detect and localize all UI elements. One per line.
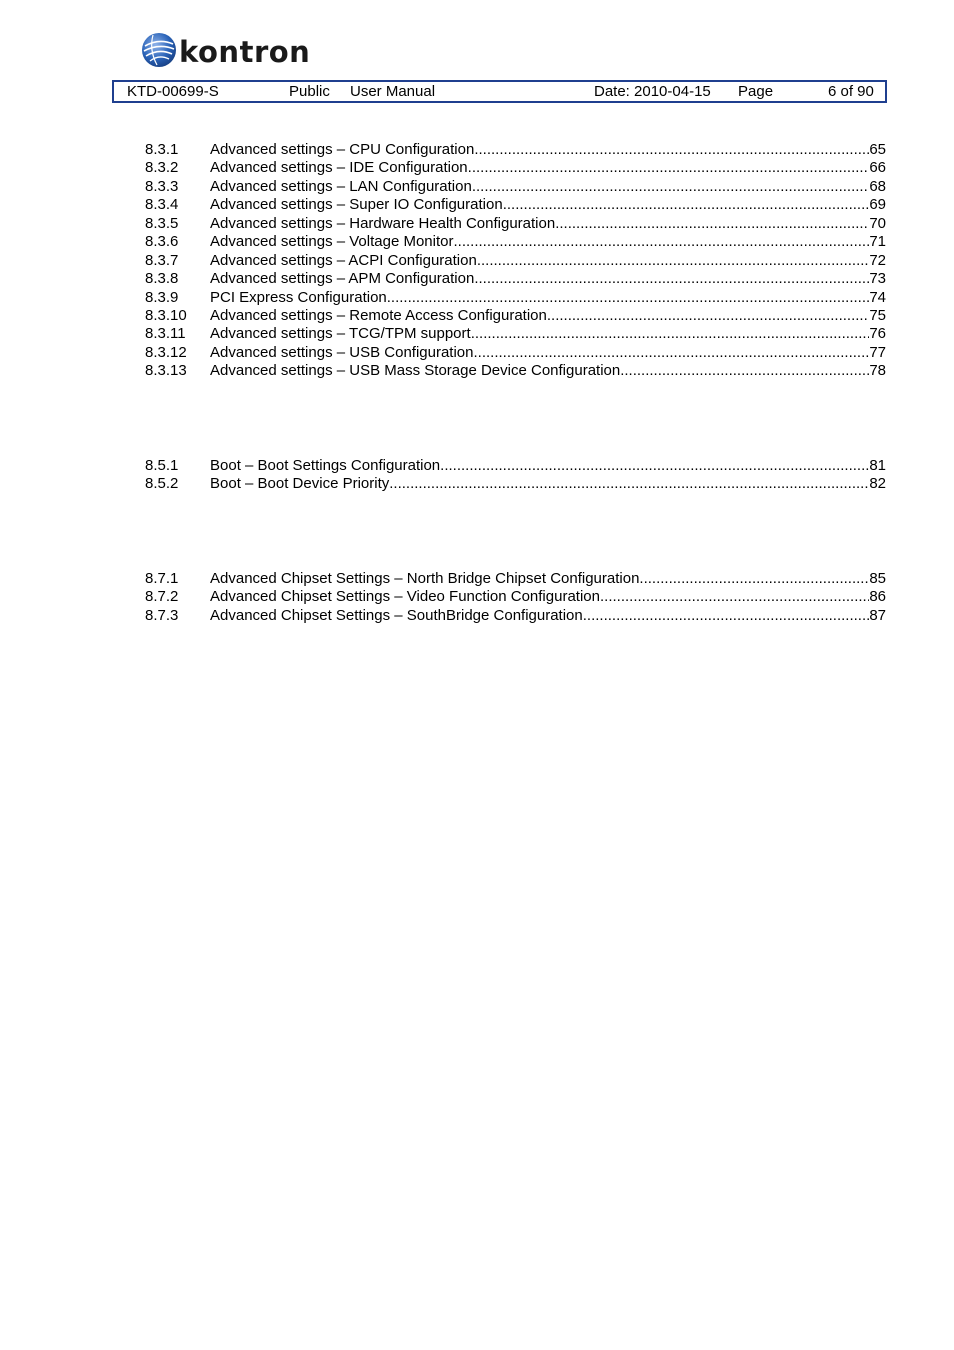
- toc-entry-page: 65: [869, 141, 886, 158]
- toc-dot-leader: [387, 289, 870, 307]
- toc-entry-line: [210, 307, 886, 325]
- toc-entry-line: [210, 344, 886, 362]
- toc-entry-line: [210, 289, 886, 307]
- toc-entry-number: 8.3.9: [145, 289, 179, 306]
- toc-entry-title: Boot – Boot Device Priority: [210, 475, 390, 492]
- toc-entry[interactable]: [145, 178, 886, 196]
- toc-entry[interactable]: [145, 344, 886, 362]
- toc-dot-leader: [477, 252, 869, 270]
- toc-entry-title: Advanced settings – USB Mass Storage Device Configuration: [210, 362, 621, 379]
- toc-entry-number: 8.3.10: [145, 307, 187, 324]
- toc-entry-number: 8.3.2: [145, 159, 179, 176]
- toc-entry-number: 8.3.13: [145, 362, 187, 379]
- toc-entry-number: 8.7.3: [145, 607, 179, 624]
- toc-entry-page: 87: [869, 607, 886, 624]
- toc-entry-title: Advanced settings – Super IO Configuration: [210, 196, 503, 213]
- toc-entry-title: Advanced settings – TCG/TPM support: [210, 325, 471, 342]
- toc-entry-line: [210, 588, 886, 606]
- toc-dot-leader: [474, 270, 869, 288]
- toc-dot-leader: [474, 141, 869, 159]
- toc-entry[interactable]: [145, 362, 886, 380]
- toc-entry-number: 8.3.1: [145, 141, 179, 158]
- toc-entry-line: [210, 196, 886, 214]
- toc-dot-leader: [440, 457, 869, 475]
- toc-entry[interactable]: [145, 289, 886, 307]
- toc-dot-leader: [472, 178, 869, 196]
- toc-entry-title: Advanced Chipset Settings – North Bridge Chipset Configuration: [210, 570, 640, 587]
- toc-entry-title: Advanced Chipset Settings – SouthBridge Configuration: [210, 607, 583, 624]
- toc-entry[interactable]: [145, 159, 886, 177]
- toc-entry[interactable]: [145, 196, 886, 214]
- toc-entry-page: 81: [869, 457, 886, 474]
- page-label: Page: [738, 83, 774, 100]
- toc-entry[interactable]: [145, 325, 886, 343]
- kontron-wordmark: kontron: [179, 34, 311, 69]
- doc-date: Date: 2010-04-15: [594, 83, 711, 100]
- toc-entry[interactable]: [145, 141, 886, 159]
- toc-entry-line: [210, 233, 886, 251]
- toc-entry-title: Advanced Chipset Settings – Video Function Configuration: [210, 588, 600, 605]
- doc-classification: Public: [289, 83, 330, 100]
- toc-entry-line: [210, 457, 886, 475]
- toc-entry-number: 8.3.4: [145, 196, 179, 213]
- toc-entry-title: Advanced settings – ACPI Configuration: [210, 252, 477, 269]
- toc-entry-page: 71: [869, 233, 886, 250]
- toc-dot-leader: [555, 215, 869, 233]
- toc-entry[interactable]: [145, 457, 886, 475]
- toc-dot-leader: [639, 570, 869, 588]
- toc-entry-page: 86: [869, 588, 886, 605]
- toc-entry-title: Advanced settings – CPU Configuration: [210, 141, 475, 158]
- toc-entry-number: 8.7.2: [145, 588, 179, 605]
- toc-entry-line: [210, 607, 886, 625]
- toc-entry-title: Advanced settings – APM Configuration: [210, 270, 475, 287]
- page-number: 6 of 90: [828, 83, 874, 100]
- toc-dot-leader: [600, 588, 869, 606]
- toc-entry[interactable]: [145, 570, 886, 588]
- toc-entry-page: 82: [869, 475, 886, 492]
- toc-entry-line: [210, 215, 886, 233]
- toc-entry-line: [210, 159, 886, 177]
- toc-entry-page: 78: [869, 362, 886, 379]
- toc-entry[interactable]: [145, 270, 886, 288]
- toc-entry[interactable]: [145, 215, 886, 233]
- toc-entry-page: 77: [869, 344, 886, 361]
- toc-entry-number: 8.3.5: [145, 215, 179, 232]
- toc-entry-title: Boot – Boot Settings Configuration: [210, 457, 441, 474]
- toc-entry-number: 8.3.6: [145, 233, 179, 250]
- toc-entry-line: [210, 475, 886, 493]
- toc-entry-title: Advanced settings – LAN Configuration: [210, 178, 472, 195]
- toc-entry-number: 8.3.11: [145, 325, 186, 342]
- toc-entry[interactable]: [145, 475, 886, 493]
- toc-entry-number: 8.3.7: [145, 252, 179, 269]
- toc-dot-leader: [620, 362, 869, 380]
- toc-entry[interactable]: [145, 252, 886, 270]
- toc-entry-page: 73: [869, 270, 886, 287]
- toc-entry-page: 75: [869, 307, 886, 324]
- kontron-logo: [141, 32, 310, 72]
- toc-entry[interactable]: [145, 588, 886, 606]
- toc-dot-leader: [454, 233, 870, 251]
- toc-dot-leader: [583, 607, 870, 625]
- toc-entry-number: 8.3.12: [145, 344, 187, 361]
- toc-entry[interactable]: [145, 307, 886, 325]
- toc-entry-line: [210, 362, 886, 380]
- toc-entry[interactable]: [145, 607, 886, 625]
- toc-dot-leader: [389, 475, 869, 493]
- toc-dot-leader: [547, 307, 869, 325]
- toc-entry-page: 69: [869, 196, 886, 213]
- toc-entry-page: 74: [869, 289, 886, 306]
- toc-entry-title: Advanced settings – Hardware Health Configuration: [210, 215, 556, 232]
- toc-entry-number: 8.3.8: [145, 270, 179, 287]
- toc-entry-number: 8.5.2: [145, 475, 179, 492]
- toc-dot-leader: [474, 344, 870, 362]
- toc-entry-title: Advanced settings – USB Configuration: [210, 344, 474, 361]
- toc-entry-page: 70: [869, 215, 886, 232]
- toc-entry-line: [210, 252, 886, 270]
- toc-entry-number: 8.5.1: [145, 457, 179, 474]
- toc-entry-title: Advanced settings – IDE Configuration: [210, 159, 468, 176]
- toc-entry-page: 66: [869, 159, 886, 176]
- toc-dot-leader: [468, 159, 870, 177]
- toc-entry-page: 72: [869, 252, 886, 269]
- toc-entry[interactable]: [145, 233, 886, 251]
- toc-entry-line: [210, 270, 886, 288]
- toc-entry-line: [210, 141, 886, 159]
- kontron-globe-icon: [141, 32, 177, 73]
- doc-id: KTD-00699-S: [127, 83, 219, 100]
- toc-entry-title: PCI Express Configuration: [210, 289, 387, 306]
- toc-entry-title: Advanced settings – Remote Access Configuration: [210, 307, 547, 324]
- toc-entry-line: [210, 178, 886, 196]
- toc-dot-leader: [471, 325, 870, 343]
- toc-entry-title: Advanced settings – Voltage Monitor: [210, 233, 454, 250]
- doc-type: User Manual: [350, 83, 436, 100]
- toc-entry-number: 8.7.1: [145, 570, 179, 587]
- toc-entry-line: [210, 325, 886, 343]
- toc-entry-line: [210, 570, 886, 588]
- toc-entry-number: 8.3.3: [145, 178, 179, 195]
- toc-dot-leader: [503, 196, 870, 214]
- toc-entry-page: 85: [869, 570, 886, 587]
- toc-entry-page: 76: [869, 325, 886, 342]
- document-header: [112, 80, 887, 103]
- toc-entry-page: 68: [869, 178, 886, 195]
